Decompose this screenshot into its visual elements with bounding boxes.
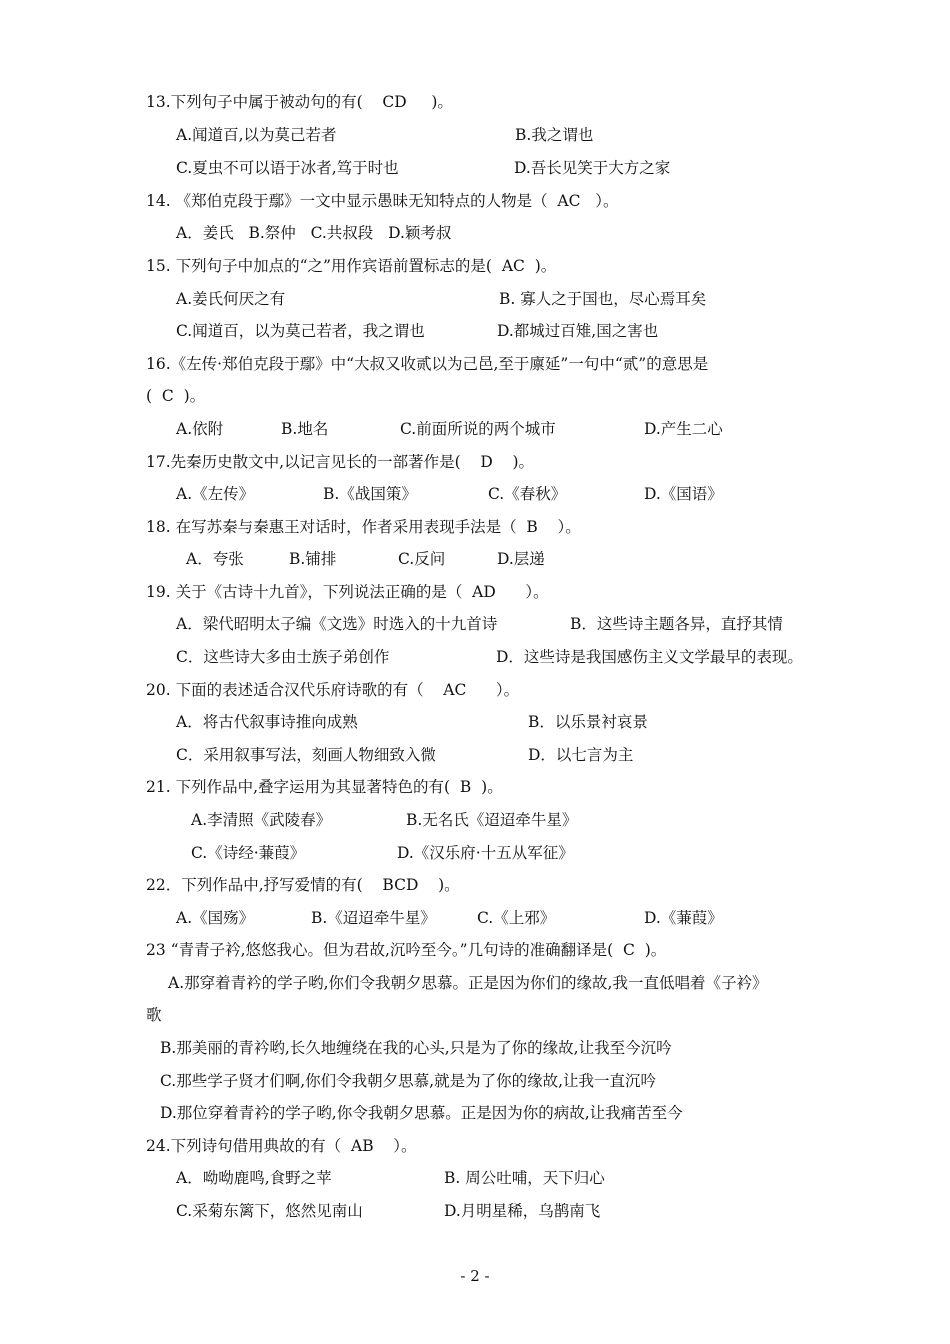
option-a: A．将古代叙事诗推向成熟	[176, 713, 358, 731]
option-d: D.都城过百雉,国之害也	[497, 322, 659, 340]
question-15-stem: 15. 下列句子中加点的“之”用作宾语前置标志的是( AC )。	[146, 257, 557, 275]
option-c: C.那些学子贤才们啊,你们令我朝夕思慕,就是为了你的缘故,让我一直沉吟	[160, 1072, 657, 1090]
option-c: C.《诗经·蒹葭》	[191, 844, 306, 862]
question-19-stem: 19. 关于《古诗十九首》，下列说法正确的是（ AD ）。	[146, 583, 549, 601]
option-b: B.铺排	[289, 550, 337, 568]
question-13-stem: 13.下列句子中属于被动句的有( CD )。	[146, 93, 453, 111]
option-d: D.月明星稀，乌鹊南飞	[444, 1202, 601, 1220]
option-d: D.那位穿着青衿的学子哟,你令我朝夕思慕。正是因为你的病故,让我痛苦至今	[160, 1104, 683, 1122]
option-c: C.《上邪》	[477, 909, 556, 927]
question-22-stem: 22．下列作品中,抒写爱情的有( BCD )。	[146, 876, 460, 894]
option-d: D．这些诗是我国感伤主义文学最早的表现。	[496, 648, 803, 666]
question-14-stem: 14. 《郑伯克段于鄢》一文中显示愚昧无知特点的人物是（ AC ）。	[146, 192, 619, 210]
question-16-stem: 16.《左传·郑伯克段于鄢》中“大叔又收贰以为己邑,至于廪延”一句中“贰”的意思是	[146, 355, 709, 373]
option-c: C.采菊东篱下，悠然见南山	[176, 1202, 363, 1220]
option-a: A.依附	[176, 420, 224, 438]
option-a: A.《国殇》	[176, 909, 255, 927]
option-b: B.《战国策》	[323, 485, 417, 503]
option-d: D.层递	[497, 550, 545, 568]
option-a-cont: 歌	[146, 1006, 162, 1024]
option-a: A．梁代昭明太子编《文选》时选入的十九首诗	[176, 615, 498, 633]
question-16-stem-cont: ( C )。	[146, 387, 206, 405]
option-c: C.前面所说的两个城市	[400, 420, 556, 438]
option-a: A.姜氏何厌之有	[176, 290, 286, 308]
question-20-stem: 20. 下面的表述适合汉代乐府诗歌的有（ AC ）。	[146, 681, 520, 699]
option-b: B．以乐景衬哀景	[528, 713, 648, 731]
option-b: B.我之谓也	[515, 126, 594, 144]
option-c: C．这些诗大多由士族子弟创作	[176, 648, 390, 666]
option-a: A．呦呦鹿鸣,食野之苹	[176, 1169, 332, 1187]
option-b: B.《迢迢牵牛星》	[311, 909, 436, 927]
option-c: C.《春秋》	[488, 485, 567, 503]
option-a: A.那穿着青衿的学子哟,你们令我朝夕思慕。正是因为你们的缘故,我一直低唱着《子衿》	[168, 974, 768, 992]
option-d: D.产生二心	[644, 420, 723, 438]
option-d: D.《蒹葭》	[644, 909, 723, 927]
option-a: A.闻道百,以为莫己若者	[176, 126, 337, 144]
question-23-stem: 23 “青青子衿,悠悠我心。但为君故,沉吟至今。”几句诗的准确翻译是( C )。	[146, 941, 667, 959]
option-b: B.无名氏《迢迢牵牛星》	[406, 811, 578, 829]
option-b: B．这些诗主题各异，直抒其情	[570, 615, 783, 633]
option-c: C.夏虫不可以语于冰者,笃于时也	[176, 159, 399, 177]
question-21-stem: 21. 下列作品中,叠字运用为其显著特色的有( B )。	[146, 778, 503, 796]
option-b: B.地名	[281, 420, 329, 438]
option-d: D.《国语》	[644, 485, 723, 503]
option-a: A.李清照《武陵春》	[191, 811, 332, 829]
option-a: A．夸张	[186, 550, 244, 568]
option-b: B. 寡人之于国也，尽心焉耳矣	[499, 290, 707, 308]
option-c: C.反问	[398, 550, 446, 568]
option-a: A.《左传》	[176, 485, 255, 503]
page-number: - 2 -	[460, 1267, 490, 1285]
option-b: B.那美丽的青衿哟,长久地缠绕在我的心头,只是为了你的缘故,让我至今沉吟	[160, 1039, 672, 1057]
question-24-stem: 24.下列诗句借用典故的有（ AB ）。	[146, 1137, 417, 1155]
option-b: B. 周公吐哺，天下归心	[444, 1169, 605, 1187]
option-d: D．以七言为主	[528, 746, 634, 764]
option-c: C．采用叙事写法，刻画人物细致入微	[176, 746, 436, 764]
options-line: A．姜氏 B.祭仲 C.共叔段 D.颖考叔	[176, 224, 452, 242]
option-d: D.吾长见笑于大方之家	[514, 159, 671, 177]
option-d: D.《汉乐府·十五从军征》	[397, 844, 574, 862]
question-18-stem: 18. 在写苏秦与秦惠王对话时，作者采用表现手法是（ B ）。	[146, 518, 581, 536]
option-c: C.闻道百，以为莫己若者，我之谓也	[176, 322, 425, 340]
question-17-stem: 17.先秦历史散文中,以记言见长的一部著作是( D )。	[146, 453, 535, 471]
